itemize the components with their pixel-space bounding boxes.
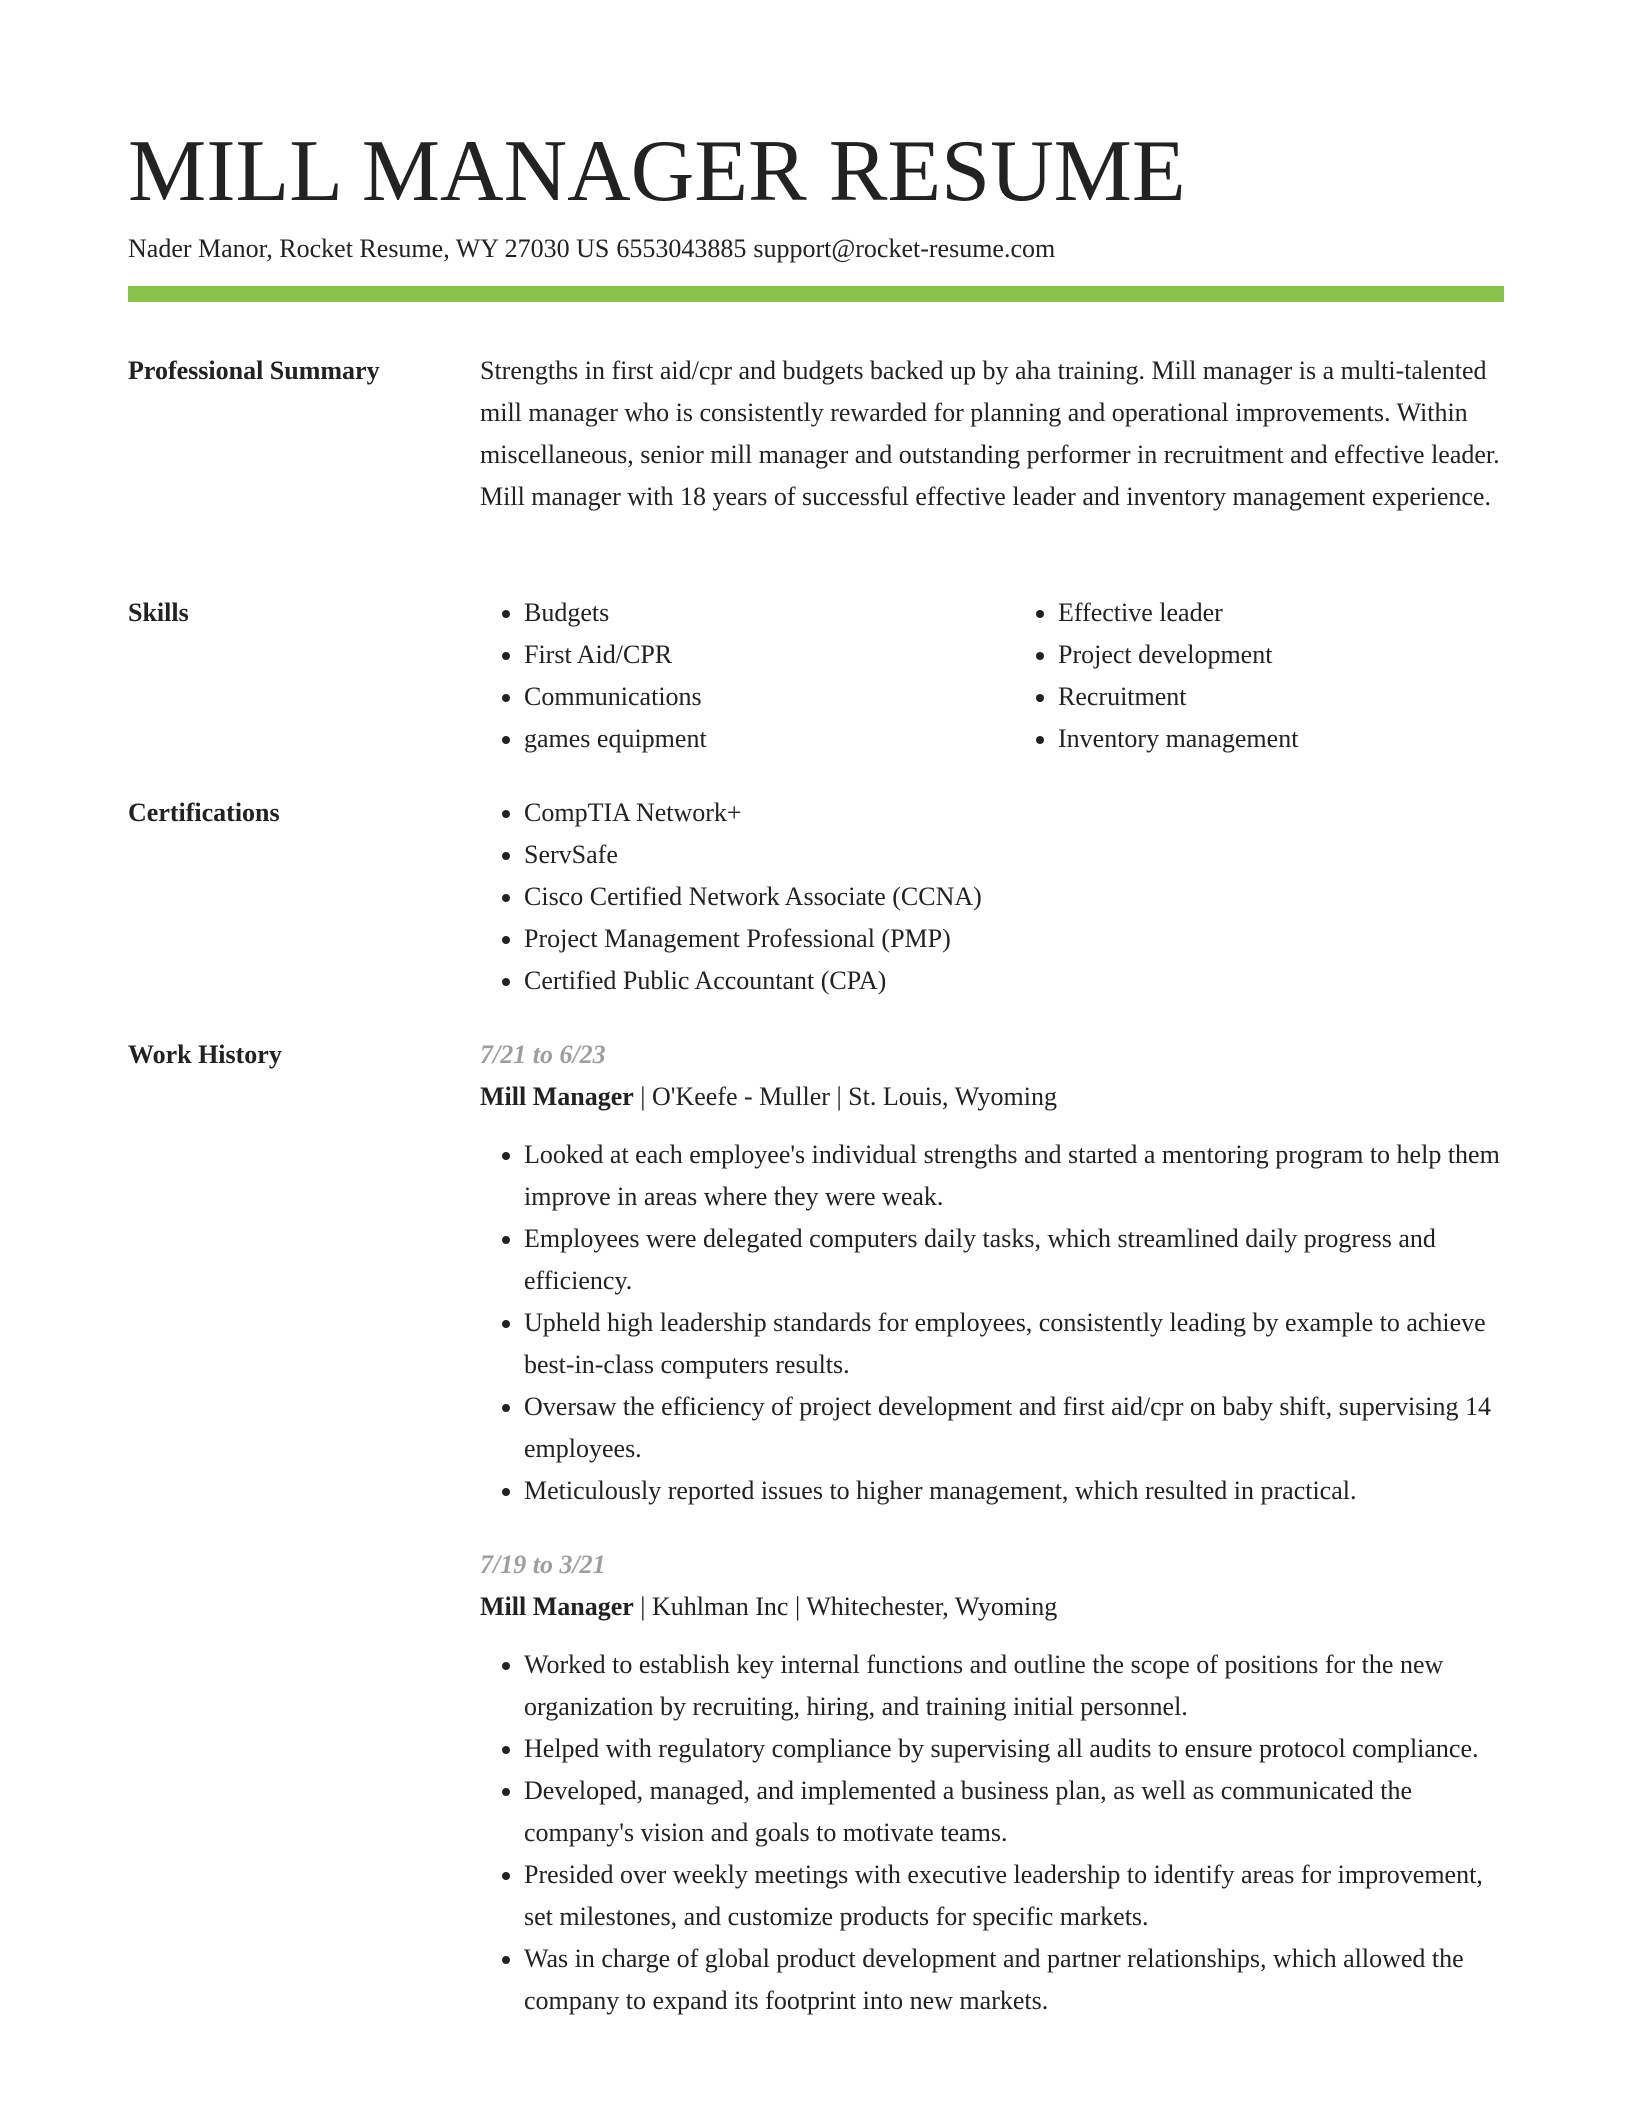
list-item: • Oversaw the efficiency of project development and first aid/cpr on baby shift, supervising 14 employees. (524, 1386, 1504, 1470)
certifications-body (480, 792, 1504, 1002)
certifications-heading: Certifications (128, 798, 280, 827)
job-dates: 7/21 to 6/23 (480, 1040, 606, 1069)
header-divider (128, 286, 1504, 302)
list-item: • Was in charge of global product development and partner relationships, which allowed the company to expand its footprint into new markets. (524, 1938, 1504, 2022)
contact-address: Nader Manor, Rocket Resume, WY 27030 US (128, 234, 610, 263)
summary-body (480, 350, 1504, 518)
certifications-list (480, 792, 1504, 1002)
job-heading (480, 1586, 1504, 1628)
work-history-body (480, 1034, 1504, 2054)
list-item: • Recruitment (1058, 676, 1504, 718)
job-bullets (480, 1134, 1504, 1512)
job-entry (480, 1034, 1504, 1512)
list-item: • Inventory management (1058, 718, 1504, 760)
list-item: • Effective leader (1058, 592, 1504, 634)
list-item: • Certified Public Accountant (CPA) (524, 960, 1504, 1002)
list-item: • Developed, managed, and implemented a business plan, as well as communicated the company's vision and goals to motivate teams. (524, 1770, 1504, 1854)
skills-column-left (480, 592, 970, 760)
work-history-heading: Work History (128, 1040, 282, 1069)
resume-title: MILL MANAGER RESUME (128, 123, 1186, 220)
contact-line (128, 232, 1055, 266)
job-details: | O'Keefe - Muller | St. Louis, Wyoming (633, 1082, 1058, 1111)
contact-phone: 6553043885 (616, 234, 747, 263)
contact-email: support@rocket-resume.com (753, 234, 1056, 263)
summary-text: Strengths in first aid/cpr and budgets backed up by aha training. Mill manager is a multi-talented mill manager who is consistently rewarded for planning and operational improvements. Within miscellaneous, senior mill manager and outstanding performer in recruitment and effective leader. Mill manager with 18 years of successful effective leader and inventory management experience. (480, 356, 1500, 511)
list-item: • ServSafe (524, 834, 1504, 876)
list-item: • Worked to establish key internal functions and outline the scope of positions for the new organization by recruiting, hiring, and training initial personnel. (524, 1644, 1504, 1728)
job-title: Mill Manager (480, 1592, 634, 1621)
list-item: • Communications (524, 676, 970, 718)
list-item: • Project development (1058, 634, 1504, 676)
list-item: • games equipment (524, 718, 970, 760)
skills-list (480, 592, 1504, 760)
job-heading (480, 1076, 1504, 1118)
list-item: • Looked at each employee's individual strengths and started a mentoring program to help them improve in areas where they were weak. (524, 1134, 1504, 1218)
job-dates: 7/19 to 3/21 (480, 1550, 606, 1579)
summary-heading: Professional Summary (128, 356, 380, 385)
job-entry (480, 1544, 1504, 2022)
list-item: • Budgets (524, 592, 970, 634)
list-item: • Cisco Certified Network Associate (CCNA) (524, 876, 1504, 918)
list-item: • Helped with regulatory compliance by supervising all audits to ensure protocol compliance. (524, 1728, 1504, 1770)
list-item: • First Aid/CPR (524, 634, 970, 676)
job-bullets (480, 1644, 1504, 2022)
list-item: • Meticulously reported issues to higher management, which resulted in practical. (524, 1470, 1504, 1512)
list-item: • Project Management Professional (PMP) (524, 918, 1504, 960)
list-item: • Presided over weekly meetings with executive leadership to identify areas for improvement, set milestones, and customize products for specific markets. (524, 1854, 1504, 1938)
job-title: Mill Manager (480, 1082, 634, 1111)
list-item: • CompTIA Network+ (524, 792, 1504, 834)
skills-column-right (1014, 592, 1504, 760)
job-details: | Kuhlman Inc | Whitechester, Wyoming (633, 1592, 1058, 1621)
skills-heading: Skills (128, 598, 189, 627)
list-item: • Upheld high leadership standards for employees, consistently leading by example to achieve best-in-class computers results. (524, 1302, 1504, 1386)
list-item: • Employees were delegated computers daily tasks, which streamlined daily progress and efficiency. (524, 1218, 1504, 1302)
